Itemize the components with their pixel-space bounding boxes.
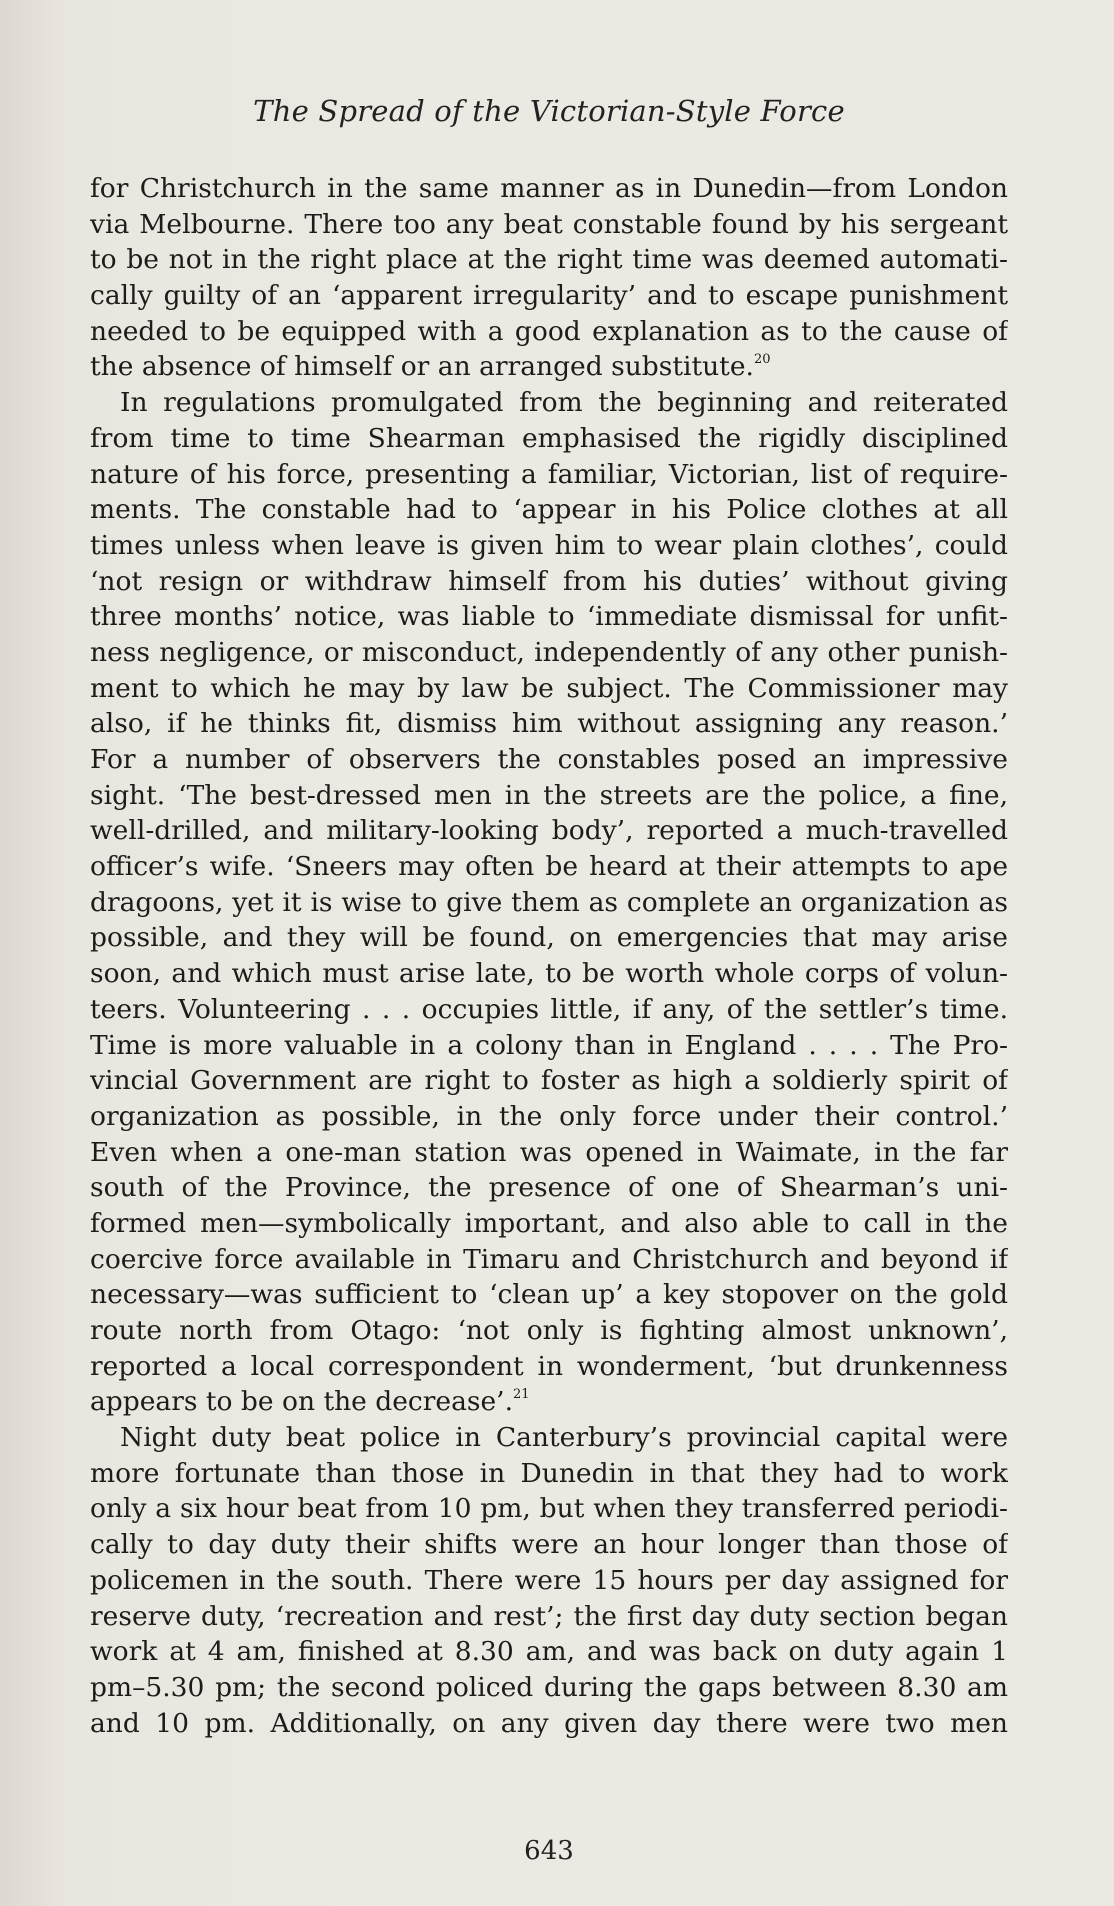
text-line <box>90 1491 1008 1527</box>
text-line-content: to be not in the right place at the right time was deemed automati- <box>90 244 1008 276</box>
text-line <box>90 242 1008 278</box>
footnote-marker: 21 <box>513 1387 530 1403</box>
text-line-content: vincial Government are right to foster as high a soldierly spirit of <box>90 1065 1008 1097</box>
text-line <box>90 1206 1008 1242</box>
body-text <box>90 171 1008 1741</box>
text-line-content: appears to be on the decrease’. <box>90 1386 514 1418</box>
text-line <box>90 1456 1008 1492</box>
text-line-content: cally to day duty their shifts were an hour longer than those of <box>90 1529 1008 1561</box>
text-line <box>90 492 1008 528</box>
text-line <box>90 742 1008 778</box>
text-line-content: south of the Province, the presence of one of Shearman’s uni- <box>90 1172 1008 1204</box>
text-line-content: teers. Volunteering . . . occupies little, if any, of the settler’s time. <box>90 993 1008 1025</box>
text-line-content: Even when a one-man station was opened in Waimate, in the far <box>90 1136 1008 1168</box>
text-line <box>90 1277 1008 1313</box>
text-line-content: necessary—was sufficient to ‘clean up’ a key stopover on the gold <box>90 1279 1008 1311</box>
text-line <box>90 1634 1008 1670</box>
text-line-content: ness negligence, or misconduct, independently of any other punish- <box>90 636 1008 668</box>
text-line <box>90 885 1008 921</box>
text-line-content: For a number of observers the constables posed an impressive <box>90 744 1008 775</box>
text-line-content: pm–5.30 pm; the second policed during the gaps between 8.30 am <box>90 1671 1008 1703</box>
text-line-content: needed to be equipped with a good explanation as to the cause of <box>90 315 1008 347</box>
text-line <box>90 278 1008 314</box>
text-line <box>90 1349 1008 1385</box>
text-line-content: formed men—symbolically important, and also able to call in the <box>90 1207 1008 1239</box>
text-line <box>90 635 1008 671</box>
text-line <box>90 528 1008 564</box>
text-line <box>90 599 1008 635</box>
text-line <box>90 385 1008 421</box>
footnote-marker: 20 <box>753 352 771 368</box>
text-line <box>90 564 1008 600</box>
text-line <box>90 421 1008 457</box>
text-line <box>90 778 1008 814</box>
text-line-content: and 10 pm. Additionally, on any given day there were two men <box>90 1707 1008 1739</box>
text-line-content: officer’s wife. ‘Sneers may often be heard at their attempts to ape <box>90 851 1008 883</box>
text-line <box>90 1313 1008 1349</box>
text-line-content: cally guilty of an ‘apparent irregularity’ and to escape punishment <box>90 280 1008 312</box>
text-line-content: ‘not resign or withdraw himself from his duties’ without giving <box>90 565 1008 597</box>
text-line <box>90 457 1008 493</box>
text-line-content: well-drilled, and military-looking body’, reported a much-travelled <box>90 815 1008 847</box>
text-line <box>90 1242 1008 1278</box>
text-line <box>90 1384 1008 1420</box>
text-line-content: soon, and which must arise late, to be worth whole corps of volun- <box>90 958 1008 990</box>
text-line-content: possible, and they will be found, on emergencies that may arise <box>90 922 1008 954</box>
text-line <box>90 1706 1008 1742</box>
text-line-content: Time is more valuable in a colony than in England . . . . The Pro- <box>90 1029 1008 1061</box>
text-line-content: nature of his force, presenting a familiar, Victorian, list of require- <box>90 458 1008 490</box>
text-line <box>90 171 1008 207</box>
text-line-content: three months’ notice, was liable to ‘immediate dismissal for unfit- <box>90 601 1008 633</box>
text-line-content: work at 4 am, finished at 8.30 am, and was back on duty again 1 <box>90 1636 1008 1668</box>
text-line-content: dragoons, yet it is wise to give them as complete an organization as <box>90 886 1008 918</box>
text-line <box>90 813 1008 849</box>
text-line-content: In regulations promulgated from the beginning and reiterated <box>120 387 1008 419</box>
running-head: The Spread of the Victorian-Style Force <box>253 94 845 128</box>
text-line-content: route north from Otago: ‘not only is fighting almost unknown’, <box>90 1315 1008 1346</box>
text-line <box>90 207 1008 243</box>
text-line <box>90 1563 1008 1599</box>
text-line-content: sight. ‘The best-dressed men in the streets are the police, a fine, <box>90 779 1008 811</box>
text-line <box>90 706 1008 742</box>
text-line <box>90 314 1008 350</box>
text-line <box>90 992 1008 1028</box>
text-line <box>90 671 1008 707</box>
text-line-content: via Melbourne. There too any beat constable found by his sergeant <box>90 208 1008 240</box>
text-line <box>90 1599 1008 1635</box>
text-line <box>90 1099 1008 1135</box>
text-line-content: for Christchurch in the same manner as in Dunedin—from London <box>90 173 1008 204</box>
text-line <box>90 349 1008 385</box>
text-line-content: ments. The constable had to ‘appear in his Police clothes at all <box>90 494 1008 526</box>
text-line <box>90 849 1008 885</box>
text-line-content: also, if he thinks fit, dismiss him without assigning any reason.’ <box>90 708 1008 740</box>
text-line-content: reserve duty, ‘recreation and rest’; the first day duty section began <box>90 1600 1008 1632</box>
text-line-content: more fortunate than those in Dunedin in that they had to work <box>90 1457 1008 1489</box>
text-line-content: only a six hour beat from 10 pm, but when they transferred periodi- <box>90 1493 1008 1525</box>
text-line <box>90 956 1008 992</box>
page-number: 643 <box>524 1836 574 1866</box>
text-line <box>90 1135 1008 1171</box>
text-line-content: from time to time Shearman emphasised the rigidly disciplined <box>90 422 1008 454</box>
text-line <box>90 1670 1008 1706</box>
text-line-content: ment to which he may by law be subject. The Commissioner may <box>90 672 1008 704</box>
text-line <box>90 1028 1008 1064</box>
text-line-content: policemen in the south. There were 15 hours per day assigned for <box>90 1564 1008 1596</box>
text-line-content: coercive force available in Timaru and Christchurch and beyond if <box>90 1243 1008 1275</box>
text-line-content: the absence of himself or an arranged substitute. <box>90 351 754 383</box>
text-line-content: Night duty beat police in Canterbury’s provincial capital were <box>120 1422 1008 1454</box>
text-line <box>90 1063 1008 1099</box>
text-line-content: times unless when leave is given him to wear plain clothes’, could <box>90 529 1008 561</box>
text-line-content: organization as possible, in the only force under their control.’ <box>90 1100 1008 1132</box>
text-line <box>90 1170 1008 1206</box>
text-line <box>90 1527 1008 1563</box>
text-line-content: reported a local correspondent in wonderment, ‘but drunkenness <box>90 1350 1008 1382</box>
text-line <box>90 920 1008 956</box>
text-line <box>90 1420 1008 1456</box>
